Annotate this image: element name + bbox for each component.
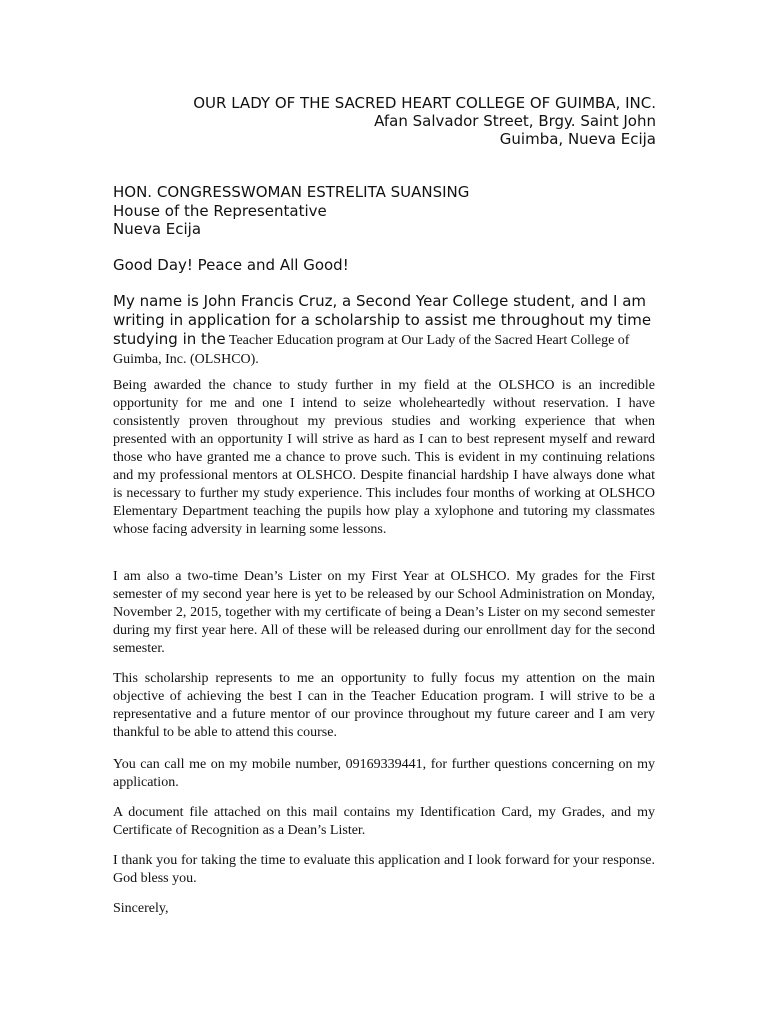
institution-name: OUR LADY OF THE SACRED HEART COLLEGE OF GUIMBA, INC. — [193, 94, 656, 112]
body-paragraph: I am also a two-time Dean’s Lister on my First Year at OLSHCO. My grades for the First semester of my second year here is yet to be released by our School Administration on Monday, November 2, 2015, together with my certificate of being a Dean’s Lister on my second semester during my first year here. All of these will be released during our enrollment day for the second semester. — [113, 569, 655, 656]
closing: Sincerely, — [113, 901, 169, 916]
institution-address-line1: Afan Salvador Street, Brgy. Saint John — [374, 112, 656, 130]
body-paragraph: I thank you for taking the time to evaluate this application and I look forward for your response. God bless you. — [113, 853, 655, 886]
intro-paragraph — [113, 292, 655, 369]
recipient-name: HON. CONGRESSWOMAN ESTRELITA SUANSING — [113, 183, 470, 201]
body-paragraph: You can call me on my mobile number, 09169339441, for further questions concerning on my application. — [113, 757, 655, 790]
body-paragraph: A document file attached on this mail contains my Identification Card, my Grades, and my Certificate of Recognition as a Dean’s Lister. — [113, 805, 655, 838]
body-paragraph: Being awarded the chance to study further in my field at the OLSHCO is an incredible opportunity for me and one I intend to seize wholeheartedly without reservation. I have consistently proven throughout my previous studies and working experience that when presented with an opportunity I will strive as hard as I can to best represent myself and reward those who have granted me a chance to prove such. This is evident in my continuing relations and my professional mentors at OLSHCO. Despite financial hardship I have always done what is necessary to further my study experience. This includes four months of working at OLSHCO Elementary Department teaching the pupils how play a xylophone and tutoring my classmates whose facing adversity in learning some lessons. — [113, 378, 655, 537]
intro-serif-text: Teacher Education program at Our Lady of the Sacred Heart College of Guimba, Inc. (OLSHCO). — [113, 333, 630, 367]
recipient-line1: House of the Representative — [113, 202, 327, 220]
recipient-line2: Nueva Ecija — [113, 220, 202, 238]
intro-sans-text: My name is John Francis Cruz, a Second Year College student, and I am writing in application for a scholarship to assist me throughout my time studying in the — [113, 292, 652, 348]
body-paragraph: This scholarship represents to me an opportunity to fully focus my attention on the main objective of achieving the best I can in the Teacher Education program. I will strive to be a representative and a future mentor of our province throughout my future career and I am very thankful to be able to attend this course. — [113, 671, 655, 740]
institution-address-line2: Guimba, Nueva Ecija — [499, 130, 656, 148]
greeting: Good Day! Peace and All Good! — [113, 256, 349, 274]
